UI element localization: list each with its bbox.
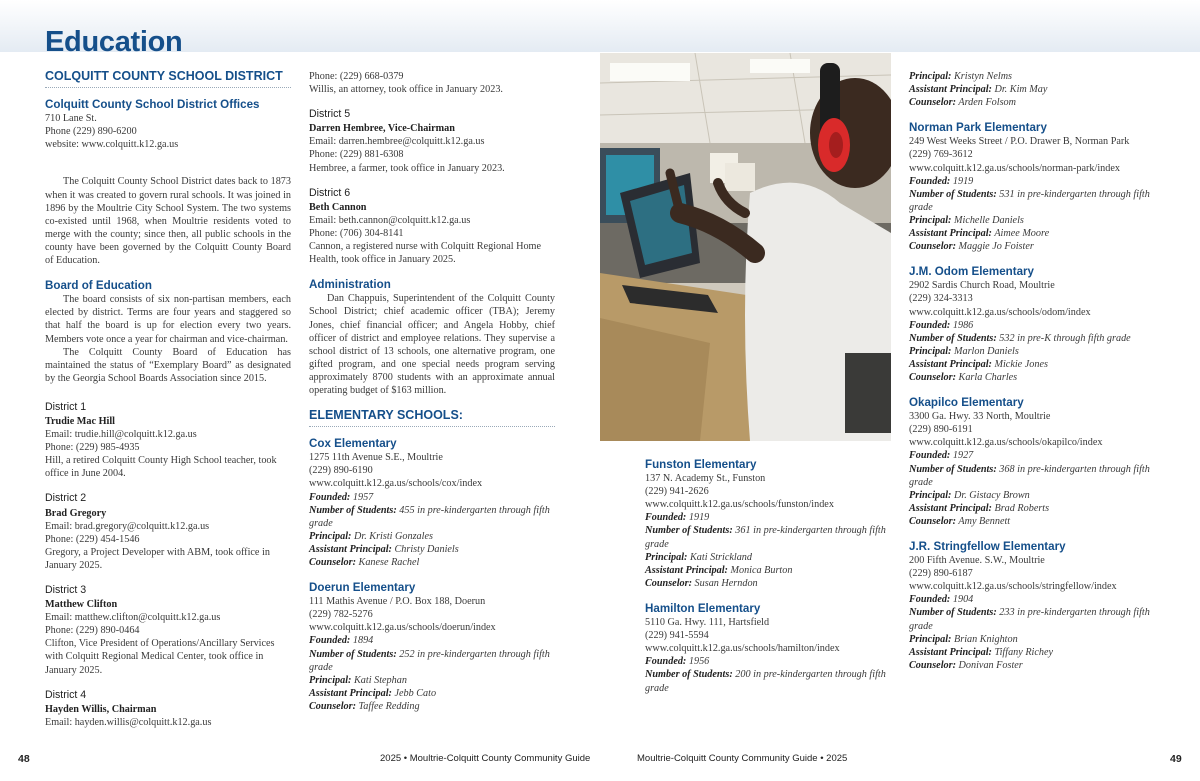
board-paragraph-1: The board consists of six non-partisan members, each elected by district. Terms are four years and staggered so that half the board is up for election every two years. Members vote once a year for chairman and vice-chairman. [45, 294, 291, 345]
member-name: Beth Cannon [309, 201, 367, 213]
offices-website[interactable]: website: www.colquitt.k12.ga.us [45, 139, 179, 151]
school-students: Number of Students: 532 in pre-K through fifth grade [909, 332, 1131, 344]
school-phone: (229) 890-6187 [909, 568, 973, 580]
school-principal: Principal: Dr. Gistacy Brown [909, 489, 1030, 501]
member-email[interactable]: Email: hayden.willis@colquitt.k12.ga.us [45, 716, 212, 728]
member-email[interactable]: Email: trudie.hill@colquitt.k12.ga.us [45, 429, 197, 441]
school-assistant-principal: Assistant Principal: Tiffany Richey [909, 646, 1054, 658]
school-counselor: Counselor: Donivan Foster [909, 659, 1023, 671]
school-address: 137 N. Academy St., Funston [645, 473, 766, 485]
administration-heading: Administration [309, 278, 391, 292]
district-5 [309, 108, 555, 174]
district-label: District 1 [45, 400, 87, 413]
classroom-illustration [600, 53, 891, 441]
school-address: 1275 11th Avenue S.E., Moultrie [309, 452, 443, 464]
school-website[interactable]: www.colquitt.k12.ga.us/schools/cox/index [309, 478, 483, 490]
district-1 [45, 401, 291, 481]
district-label: District 2 [45, 492, 87, 505]
school-students: Number of Students: 455 in pre-kindergarten through fifth grade [309, 504, 550, 529]
school-principal: Principal: Brian Knighton [909, 633, 1018, 645]
school-address: 3300 Ga. Hwy. 33 North, Moultrie [909, 411, 1051, 423]
member-email[interactable]: Email: beth.cannon@colquitt.k12.ga.us [309, 214, 471, 226]
school-address: 249 West Weeks Street / P.O. Drawer B, Norman Park [909, 136, 1130, 148]
member-name: Matthew Clifton [45, 599, 118, 611]
column-1 [45, 70, 291, 729]
page-number-right: 49 [1170, 753, 1182, 765]
board-paragraph-2: The Colquitt County Board of Education has maintained the status of “Exemplary Board” as designated by the Georgia School Boards Association since 2015. [45, 346, 291, 384]
offices-heading: Colquitt County School District Offices [45, 98, 260, 112]
member-phone: Phone: (706) 304-8141 [309, 227, 404, 239]
footer-text-right: Moultrie-Colquitt County Community Guide • 2025 [637, 753, 848, 764]
district-4 [45, 689, 291, 729]
page-title: Education [45, 26, 183, 58]
school-assistant-principal: Assistant Principal: Aimee Moore [909, 228, 1050, 240]
school-assistant-principal: Assistant Principal: Brad Roberts [909, 502, 1050, 514]
district-label: District 3 [45, 584, 87, 596]
school-founded: Founded: 1919 [909, 175, 974, 187]
member-phone: Phone: (229) 668-0379 [309, 71, 404, 82]
member-phone: Phone: (229) 985-4935 [45, 442, 140, 454]
member-bio: Hembree, a farmer, took office in January 2023. [309, 162, 505, 174]
school-hamilton-cont [909, 70, 1155, 109]
administration-block [309, 278, 555, 397]
school-website[interactable]: www.colquitt.k12.ga.us/schools/okapilco/index [909, 437, 1103, 449]
member-bio: Gregory, a Project Developer with ABM, took office in January 2025. [45, 546, 270, 571]
school-hamilton [645, 602, 891, 695]
school-website[interactable]: www.colquitt.k12.ga.us/schools/stringfellow/index [909, 581, 1117, 593]
school-assistant-principal: Assistant Principal: Christy Daniels [309, 543, 459, 555]
district-label: District 5 [309, 108, 351, 121]
district-label: District 4 [45, 688, 87, 701]
school-address: 2902 Sardis Church Road, Moultrie [909, 280, 1055, 292]
school-students: Number of Students: 368 in pre-kindergarten through fifth grade [909, 463, 1150, 488]
column-3 [645, 458, 891, 695]
school-website[interactable]: www.colquitt.k12.ga.us/schools/funston/index [645, 499, 834, 511]
district-label: District 6 [309, 186, 351, 199]
administration-text: Dan Chappuis, Superintendent of the Colquitt County School District; chief academic officer (TBA); Jeremy Jones, chief financial officer; and Angela Hobby, chief officer of district and employee relations. They supervise a school district of 13 schools, one alternative program, one gifted program, and one special needs program serving approximately 8700 students with an approximate annual operating budget of $163 million. [309, 293, 555, 396]
school-address: 5110 Ga. Hwy. 111, Hartsfield [645, 617, 770, 629]
elementary-schools-heading: ELEMENTARY SCHOOLS: [309, 409, 555, 427]
school-address: 111 Mathis Avenue / P.O. Box 188, Doerun [309, 596, 486, 608]
school-website[interactable]: www.colquitt.k12.ga.us/schools/doerun/index [309, 622, 496, 634]
school-assistant-principal: Assistant Principal: Mickie Jones [909, 358, 1048, 370]
school-assistant-principal: Assistant Principal: Dr. Kim May [909, 84, 1048, 96]
footer-text-left: 2025 • Moultrie-Colquitt County Community Guide [380, 753, 591, 764]
board-block [45, 279, 291, 385]
school-phone: (229) 941-5594 [645, 630, 709, 642]
school-phone: (229) 890-6191 [909, 424, 973, 436]
school-name: Norman Park Elementary [909, 121, 1047, 135]
member-bio: Willis, an attorney, took office in January 2023. [309, 84, 503, 96]
member-email[interactable]: Email: matthew.clifton@colquitt.k12.ga.us [45, 612, 221, 624]
column-2 [309, 70, 555, 713]
member-email[interactable]: Email: brad.gregory@colquitt.k12.ga.us [45, 520, 210, 532]
school-phone: (229) 324-3313 [909, 293, 973, 305]
district-intro: The Colquitt County School District dates back to 1873 when it was created to govern rural schools. It was joined in 1896 by the Moultrie City School System. The two systems co-existed until 1968, when Moultrie residents voted to merge with the county; since then, all public schools in the county have been governed by the Colquitt County Board of Education. [45, 176, 291, 267]
district-2 [45, 492, 291, 572]
school-founded: Founded: 1927 [909, 450, 974, 462]
school-principal: Principal: Kati Strickland [645, 551, 752, 563]
school-phone: (229) 769-3612 [909, 149, 973, 161]
school-name: Hamilton Elementary [645, 601, 761, 615]
school-founded: Founded: 1986 [909, 319, 974, 331]
school-founded: Founded: 1904 [909, 594, 974, 606]
member-email[interactable]: Email: darren.hembree@colquitt.k12.ga.us [309, 136, 485, 148]
school-founded: Founded: 1919 [645, 512, 710, 524]
school-okapilco [909, 396, 1155, 528]
school-stringfellow [909, 540, 1155, 672]
column-4 [909, 70, 1155, 672]
school-founded: Founded: 1956 [645, 656, 710, 668]
member-name: Hayden Willis, Chairman [45, 703, 157, 715]
school-name: J.M. Odom Elementary [909, 265, 1034, 279]
member-phone: Phone: (229) 881-6308 [309, 149, 404, 161]
school-name: J.R. Stringfellow Elementary [909, 540, 1066, 553]
school-students: Number of Students: 233 in pre-kindergarten through fifth grade [909, 607, 1150, 632]
district-3 [45, 584, 291, 677]
page-number-left: 48 [18, 753, 30, 765]
school-website[interactable]: www.colquitt.k12.ga.us/schools/hamilton/index [645, 643, 840, 655]
member-phone: Phone: (229) 454-1546 [45, 533, 140, 545]
district-heading: COLQUITT COUNTY SCHOOL DISTRICT [45, 70, 291, 88]
district-6 [309, 187, 555, 267]
school-address: 200 Fifth Avenue. S.W., Moultrie [909, 555, 1045, 567]
school-assistant-principal: Assistant Principal: Jebb Cato [309, 687, 437, 699]
school-principal: Principal: Michelle Daniels [909, 214, 1024, 226]
school-phone: (229) 782-5276 [309, 609, 373, 621]
member-phone: Phone: (229) 890-0464 [45, 625, 140, 637]
school-name: Doerun Elementary [309, 581, 416, 595]
school-students: Number of Students: 531 in pre-kindergarten through fifth grade [909, 188, 1150, 213]
school-principal: Principal: Dr. Kristi Gonzales [309, 530, 433, 542]
school-funston [645, 458, 891, 590]
school-founded: Founded: 1957 [309, 491, 374, 503]
school-doerun [309, 581, 555, 713]
school-assistant-principal: Assistant Principal: Monica Burton [645, 564, 793, 576]
offices-phone: Phone (229) 890-6200 [45, 126, 137, 138]
district-4-cont [309, 70, 555, 96]
school-counselor: Counselor: Arden Folsom [909, 97, 1017, 109]
school-name: Cox Elementary [309, 437, 397, 451]
school-students: Number of Students: 361 in pre-kindergarten through fifth grade [645, 525, 886, 550]
school-counselor: Counselor: Kanese Rachel [309, 557, 420, 568]
school-counselor: Counselor: Susan Herndon [645, 577, 758, 589]
member-bio: Cannon, a registered nurse with Colquitt Regional Home Health, took office in January 2025. [309, 241, 542, 266]
school-principal: Principal: Kristyn Nelms [909, 71, 1013, 82]
school-odom [909, 265, 1155, 384]
school-website[interactable]: www.colquitt.k12.ga.us/schools/norman-park/index [909, 162, 1120, 174]
school-counselor: Counselor: Taffee Redding [309, 700, 420, 712]
school-principal: Principal: Marlon Daniels [909, 345, 1019, 357]
school-name: Funston Elementary [645, 458, 757, 471]
member-name: Darren Hembree, Vice-Chairman [309, 123, 455, 135]
classroom-photo [600, 53, 891, 441]
member-name: Brad Gregory [45, 507, 107, 519]
school-counselor: Counselor: Maggie Jo Foister [909, 241, 1034, 253]
school-name: Okapilco Elementary [909, 396, 1024, 410]
member-bio: Clifton, Vice President of Operations/Ancillary Services with Colquitt Regional Medical Center, took office in January 2025. [45, 638, 275, 676]
school-counselor: Counselor: Amy Bennett [909, 515, 1011, 527]
school-norman-park [909, 121, 1155, 253]
school-students: Number of Students: 200 in pre-kindergarten through fifth grade [645, 669, 886, 694]
school-principal: Principal: Kati Stephan [309, 674, 407, 686]
school-phone: (229) 941-2626 [645, 486, 709, 498]
offices-block [45, 98, 291, 151]
member-bio: Hill, a retired Colquitt County High School teacher, took office in June 2004. [45, 455, 277, 480]
member-name: Trudie Mac Hill [45, 415, 115, 427]
board-heading: Board of Education [45, 279, 152, 293]
school-phone: (229) 890-6190 [309, 465, 373, 477]
school-counselor: Counselor: Karla Charles [909, 371, 1018, 383]
school-website[interactable]: www.colquitt.k12.ga.us/schools/odom/index [909, 306, 1091, 318]
school-cox [309, 437, 555, 569]
school-students: Number of Students: 252 in pre-kindergarten through fifth grade [309, 648, 550, 673]
offices-address: 710 Lane St. [45, 113, 97, 125]
school-founded: Founded: 1894 [309, 635, 374, 647]
